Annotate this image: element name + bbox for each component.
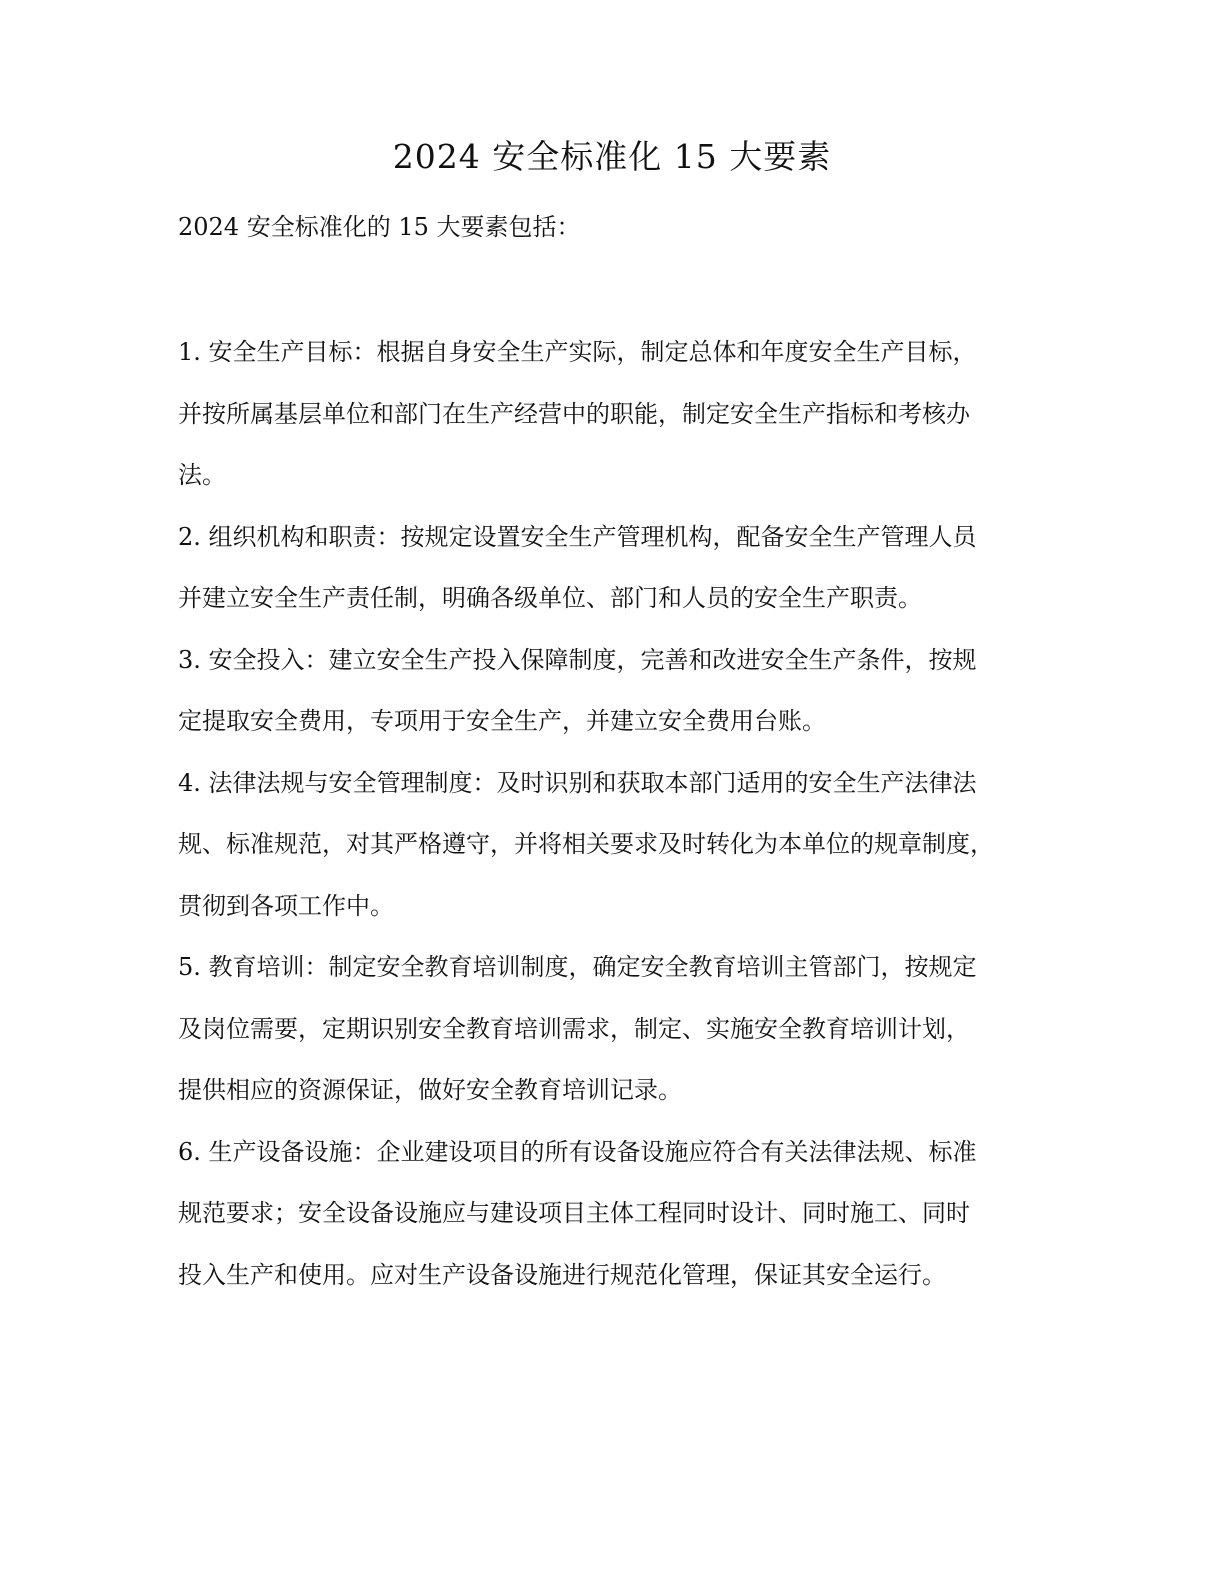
item-6-line-1: 6. 生产设备设施：企业建设项目的所有设备设施应符合有关法律法规、标准 [178,1137,977,1166]
item-5-line-1: 5. 教育培训：制定安全教育培训制度，确定安全教育培训主管部门，按规定 [178,953,977,981]
item-6-line-2: 规范要求；安全设备设施应与建设项目主体工程同时设计、同时施工、同时 [178,1199,970,1227]
item-3-line-1: 3. 安全投入：建立安全生产投入保障制度，完善和改进安全生产条件，按规 [178,645,977,674]
element-item-5 [178,937,1058,1122]
item-6-line-3: 投入生产和使用。应对生产设备设施进行规范化管理，保证其安全运行。 [178,1260,946,1289]
element-item-4 [178,753,1058,938]
item-5-line-3: 提供相应的资源保证，做好安全教育培训记录。 [178,1076,682,1104]
item-1-line-1: 1. 安全生产目标：根据自身安全生产实际，制定总体和年度安全生产目标， [178,338,977,366]
item-2-line-2: 并建立安全生产责任制，明确各级单位、部门和人员的安全生产职责。 [178,584,922,612]
document-title: 2024 安全标准化 15 大要素 [392,137,832,176]
item-3-line-2: 定提取安全费用，专项用于安全生产，并建立安全费用台账。 [178,707,826,735]
item-1-line-2: 并按所属基层单位和部门在生产经营中的职能，制定安全生产指标和考核办 [178,399,970,428]
item-4-line-1: 4. 法律法规与安全管理制度：及时识别和获取本部门适用的安全生产法律法 [178,768,977,797]
item-1-line-3: 法。 [178,461,226,489]
document-intro: 2024 安全标准化的 15 大要素包括： [178,213,581,241]
element-item-6 [178,1122,1058,1307]
element-item-2 [178,507,1058,630]
item-5-line-2: 及岗位需要，定期识别安全教育培训需求，制定、实施安全教育培训计划， [178,1014,970,1043]
item-2-line-1: 2. 组织机构和职责：按规定设置安全生产管理机构，配备安全生产管理人员 [178,522,977,551]
element-item-1 [178,322,1058,507]
element-item-3 [178,630,1058,753]
item-4-line-2: 规、标准规范，对其严格遵守，并将相关要求及时转化为本单位的规章制度， [178,830,994,858]
item-4-line-3: 贯彻到各项工作中。 [178,891,394,920]
element-list [178,322,1058,1306]
